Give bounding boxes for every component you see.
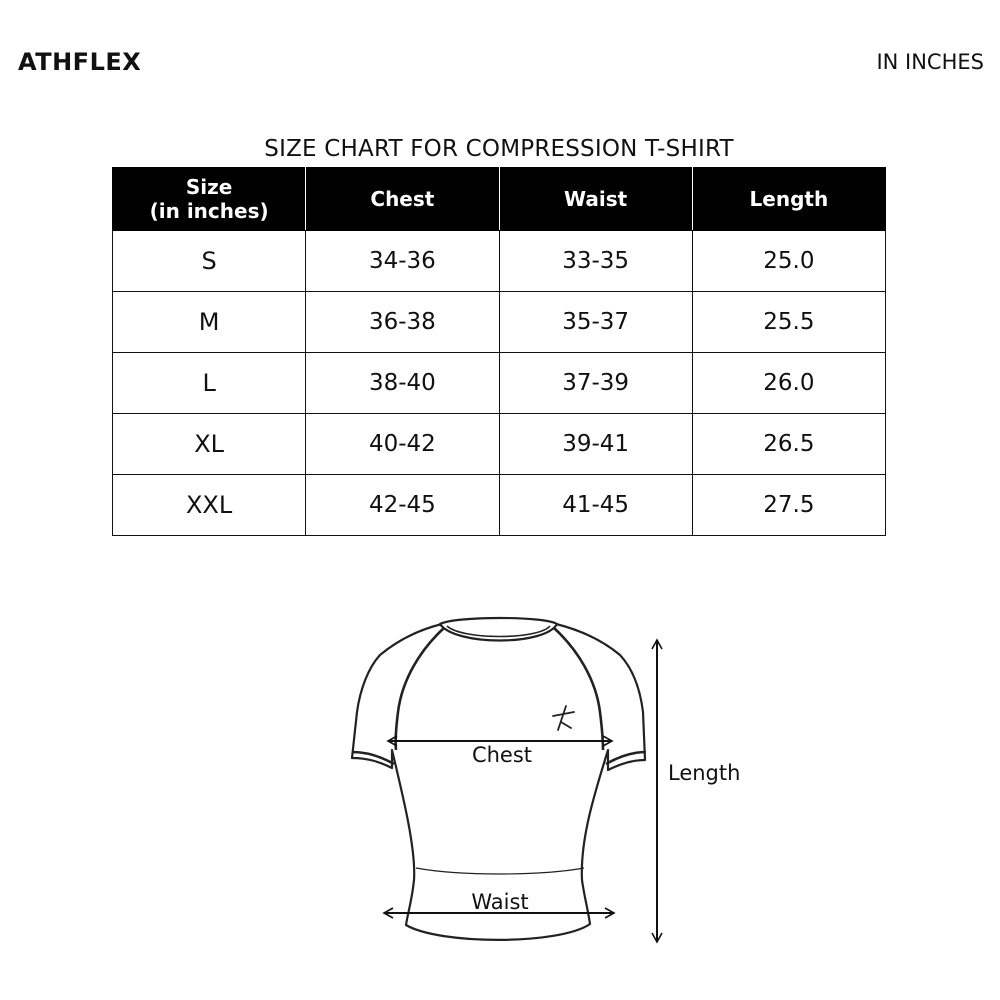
- chest-label: Chest: [471, 743, 533, 767]
- size-cell: XXL: [113, 475, 306, 536]
- chest-cell: 36-38: [306, 292, 499, 353]
- column-header-length: Length: [692, 168, 885, 231]
- length-cell: 27.5: [692, 475, 885, 536]
- column-header-size-label: Size (in inches): [149, 175, 269, 223]
- chest-cell: 34-36: [306, 231, 499, 292]
- length-cell: 25.5: [692, 292, 885, 353]
- chart-title: SIZE CHART FOR COMPRESSION T-SHIRT: [264, 136, 734, 162]
- size-cell: S: [113, 231, 306, 292]
- chest-cell: 42-45: [306, 475, 499, 536]
- size-cell: L: [113, 353, 306, 414]
- brand-logo: ATHFLEX: [18, 48, 142, 76]
- size-cell: M: [113, 292, 306, 353]
- unit-note: IN INCHES: [876, 50, 984, 74]
- waist-cell: 41-45: [499, 475, 692, 536]
- waist-label: Waist: [471, 890, 529, 914]
- length-cell: 26.5: [692, 414, 885, 475]
- chest-cell: 38-40: [306, 353, 499, 414]
- waist-cell: 39-41: [499, 414, 692, 475]
- waist-cell: 33-35: [499, 231, 692, 292]
- waist-cell: 37-39: [499, 353, 692, 414]
- column-header-waist: Waist: [499, 168, 692, 231]
- size-cell: XL: [113, 414, 306, 475]
- length-label: Length: [668, 761, 741, 785]
- waist-cell: 35-37: [499, 292, 692, 353]
- chest-cell: 40-42: [306, 414, 499, 475]
- length-cell: 26.0: [692, 353, 885, 414]
- length-cell: 25.0: [692, 231, 885, 292]
- column-header-chest: Chest: [306, 168, 499, 231]
